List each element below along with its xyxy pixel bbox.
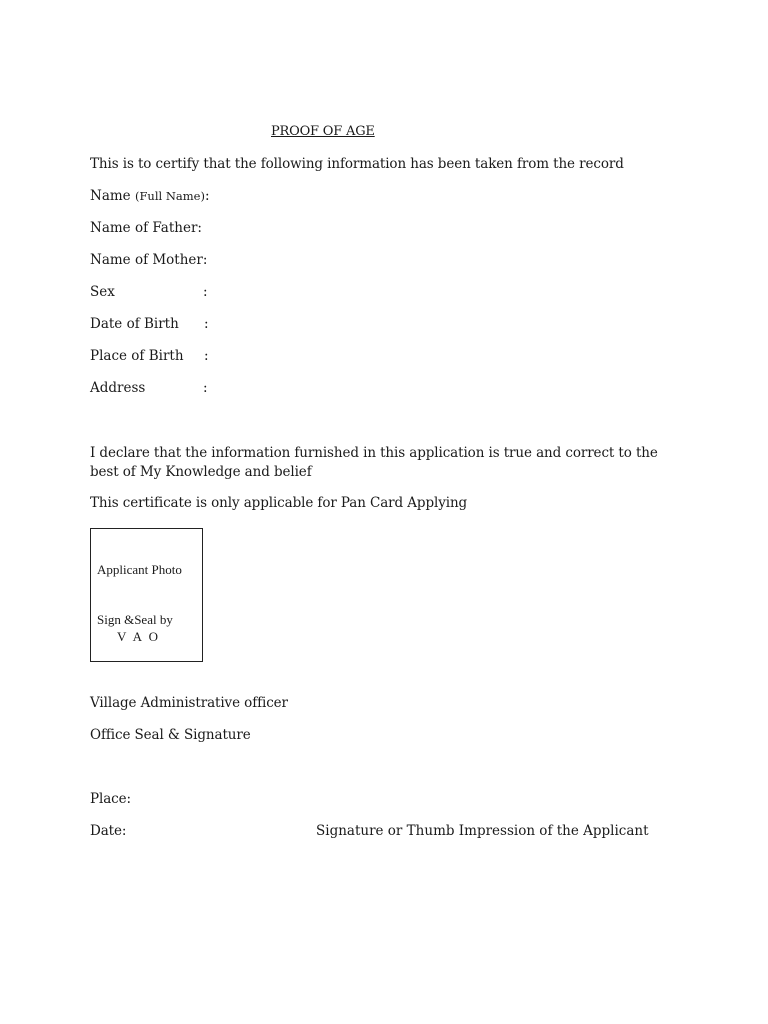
field-father-name: Name of Father: xyxy=(90,220,202,236)
field-sex-colon: : xyxy=(203,284,208,300)
officer-title: Village Administrative officer xyxy=(90,695,288,711)
field-pob-colon: : xyxy=(204,348,209,364)
declaration-text: I declare that the information furnished in this application is true and correct to the best of My Knowledge and belief xyxy=(90,445,658,480)
vao-label: V A O xyxy=(117,629,160,644)
applicant-photo-label: Applicant Photo xyxy=(97,562,182,577)
field-mother-name: Name of Mother: xyxy=(90,252,208,268)
field-pob-label: Place of Birth xyxy=(90,348,184,364)
place-label: Place: xyxy=(90,791,131,807)
field-address-label: Address xyxy=(90,380,146,396)
field-dob-label: Date of Birth xyxy=(90,316,179,332)
name-colon: : xyxy=(204,188,210,204)
applicability-text: This certificate is only applicable for Pan Card Applying xyxy=(90,495,468,511)
date-label: Date: xyxy=(90,823,127,839)
intro-text: This is to certify that the following information has been taken from the record xyxy=(90,156,624,172)
sign-seal-label: Sign &Seal by xyxy=(97,612,173,627)
field-name xyxy=(90,188,210,204)
document-title: PROOF OF AGE xyxy=(271,124,375,139)
applicant-photo-box xyxy=(90,528,203,662)
name-qualifier: (Full Name) xyxy=(134,189,205,203)
field-address-colon: : xyxy=(203,380,208,396)
office-seal-label: Office Seal & Signature xyxy=(90,727,251,743)
name-label: Name xyxy=(90,188,131,204)
signature-label: Signature or Thumb Impression of the Applicant xyxy=(316,823,649,839)
field-dob-colon: : xyxy=(204,316,209,332)
field-sex-label: Sex xyxy=(90,284,115,300)
